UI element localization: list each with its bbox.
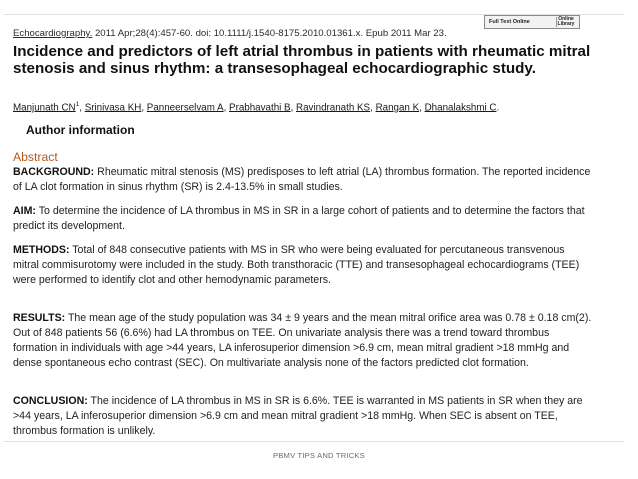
section-label: BACKGROUND: (13, 166, 95, 178)
author-link[interactable]: Ravindranath KS (296, 102, 371, 114)
abstract-methods (13, 243, 593, 288)
affiliation-marker: 1 (75, 101, 80, 108)
author-link[interactable]: Dhanalakshmi C (424, 102, 497, 114)
section-text: The incidence of LA thrombus in MS in SR is 6.6%. TEE is warranted in MS patients in SR when they are >44 years, LA inferosuperior dimension >6.9 cm and mean mitral gradient >18 mmHg. When SEC is absent on TEE, thrombus formation is unlikely. (13, 395, 583, 437)
section-label: METHODS: (13, 244, 70, 256)
abstract-results (13, 311, 593, 371)
abstract-conclusion (13, 394, 593, 439)
section-label: RESULTS: (13, 312, 66, 324)
abstract-heading: Abstract (13, 150, 58, 164)
section-text: Rheumatic mitral stenosis (MS) predisposes to left atrial (LA) thrombus formation. The reported incidence of LA clot formation in sinus rhythm (SR) is 2.4-13.5% in small studies. (13, 166, 591, 193)
citation-details: 2011 Apr;28(4):457-60. doi: 10.1111/j.1540-8175.2010.01361.x. Epub 2011 Mar 23. (92, 28, 447, 39)
author-link[interactable]: Manjunath CN (13, 102, 76, 114)
author-link[interactable]: Panneerselvam A (146, 102, 224, 114)
full-text-online-button[interactable] (484, 15, 580, 29)
author-link[interactable]: Prabhavathi B (229, 102, 291, 114)
abstract-background (13, 165, 593, 195)
abstract-aim (13, 204, 593, 234)
author-link[interactable]: Srinivasa KH (84, 102, 142, 114)
section-text: Total of 848 consecutive patients with MS in SR who were being evaluated for percutaneous transvenous mitral commisurotomy were included in the study. Both transthoracic (TTE) and transesophageal echocardiograms (TEE) were performed to identify clot and other hemodynamic parameters. (13, 244, 580, 286)
citation-line (13, 28, 447, 39)
journal-link[interactable]: Echocardiography. (13, 28, 93, 39)
section-text: To determine the incidence of LA thrombus in MS in SR in a large cohort of patients and to determine the factors that predict its development. (13, 205, 585, 232)
section-text: The mean age of the study population was 34 ± 9 years and the mean mitral orifice area was 0.78 ± 0.18 cm(2). Out of 848 patients 56 (6.6%) had LA thrombus on TEE. On univariate analysis there was a trend toward thrombus formation in individuals with age >44 years, LA inferosuperior dimension >6.9 cm, mean mitral gradient >18 mmHg and dense spontaneous echo contrast (SEC). On multivariate analysis none of the factors predicted clot formation. (13, 312, 592, 369)
author-list: Manjunath $CN^1$, Srinivasa KH, Panneerselvam A, Prabhavathi B, Ravindranath KS, Rangan K, Dhanalakshmi C. (13, 101, 500, 114)
author-link[interactable]: Rangan K (375, 102, 420, 114)
section-label: AIM: (13, 205, 36, 217)
full-text-label: Full Text Online (489, 18, 530, 25)
section-label: CONCLUSION: (13, 395, 88, 407)
author-information-toggle[interactable]: Author information (26, 123, 135, 137)
article-title: Incidence and predictors of left atrial thrombus in patients with rheumatic mitral stenosis and sinus rhythm: a transesophageal echocardiographic study. (13, 43, 591, 77)
article-screenshot (4, 14, 624, 442)
publisher-logo: Online Library (557, 16, 575, 27)
slide-footer: PBMV TIPS AND TRICKS (273, 451, 365, 460)
